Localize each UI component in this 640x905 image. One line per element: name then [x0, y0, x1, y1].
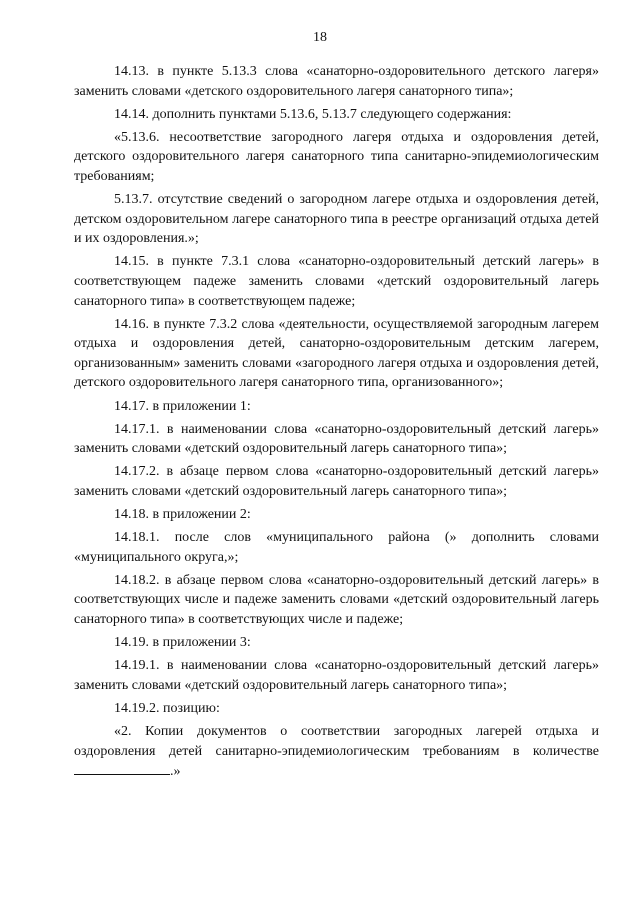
paragraph-position-2	[74, 722, 599, 782]
page-number: 18	[313, 30, 327, 45]
paragraph-14-16: 14.16. в пункте 7.3.2 слова «деятельности, осуществляемой загородным лагерем отдыха и оздоровления детей, санаторно-оздоровительным детским лагерем, организованным» заменить словами «загородного лагеря отдыха и оздоровления детей, детского оздоровительного лагеря санаторного типа, организованного»;	[74, 316, 599, 391]
position-2-text: «2. Копии документов о соответствии загородных лагерей отдыха и оздоровления детей санитарно-эпидемиологическим требованиям в количестве	[74, 723, 599, 759]
blank-fill-line	[74, 761, 170, 775]
paragraph-14-17-2: 14.17.2. в абзаце первом слова «санаторно-оздоровительный детский лагерь» заменить словами «детский оздоровительный лагерь санаторного типа»;	[74, 464, 599, 499]
paragraph-14-18: 14.18. в приложении 2:	[114, 506, 251, 522]
paragraph-5-13-6: «5.13.6. несоответствие загородного лагеря отдыха и оздоровления детей, детского оздоровительного лагеря санаторного типа санитарно-эпидемиологическим требованиям;	[74, 129, 599, 184]
paragraph-14-15: 14.15. в пункте 7.3.1 слова «санаторно-оздоровительный детский лагерь» в соответствующем падеже заменить словами «детский оздоровительный лагерь санаторного типа» в соответствующем падеже;	[74, 254, 599, 309]
paragraph-14-13: 14.13. в пункте 5.13.3 слова «санаторно-оздоровительного детского лагеря» заменить словами «детского оздоровительного лагеря санаторного типа»;	[74, 64, 599, 99]
paragraph-14-19-2: 14.19.2. позицию:	[114, 700, 220, 716]
paragraph-5-13-7: 5.13.7. отсутствие сведений о загородном лагере отдыха и оздоровления детей, детском оздоровительном лагере санаторного типа в реестре организаций отдыха детей и их оздоровления.»;	[74, 192, 599, 247]
paragraph-14-17-1: 14.17.1. в наименовании слова «санаторно-оздоровительный детский лагерь» заменить словами «детский оздоровительный лагерь санаторного типа»;	[74, 421, 599, 457]
paragraph-14-17: 14.17. в приложении 1:	[114, 398, 251, 414]
paragraph-14-19: 14.19. в приложении 3:	[114, 635, 251, 651]
paragraph-14-14: 14.14. дополнить пунктами 5.13.6, 5.13.7 следующего содержания:	[114, 106, 512, 122]
paragraph-14-19-1: 14.19.1. в наименовании слова «санаторно-оздоровительный детский лагерь» заменить словами «детский оздоровительный лагерь санаторного типа»;	[74, 658, 599, 693]
position-2-suffix: .»	[170, 764, 181, 780]
paragraph-14-18-1: 14.18.1. после слов «муниципального района (» дополнить словами «муниципального округа,»;	[74, 530, 599, 565]
paragraph-14-18-2: 14.18.2. в абзаце первом слова «санаторно-оздоровительный детский лагерь» в соответствующих числе и падеже заменить словами «детский оздоровительный лагерь санаторного типа» в соответствующих числе и падеже;	[74, 572, 599, 627]
document-body	[74, 62, 599, 785]
